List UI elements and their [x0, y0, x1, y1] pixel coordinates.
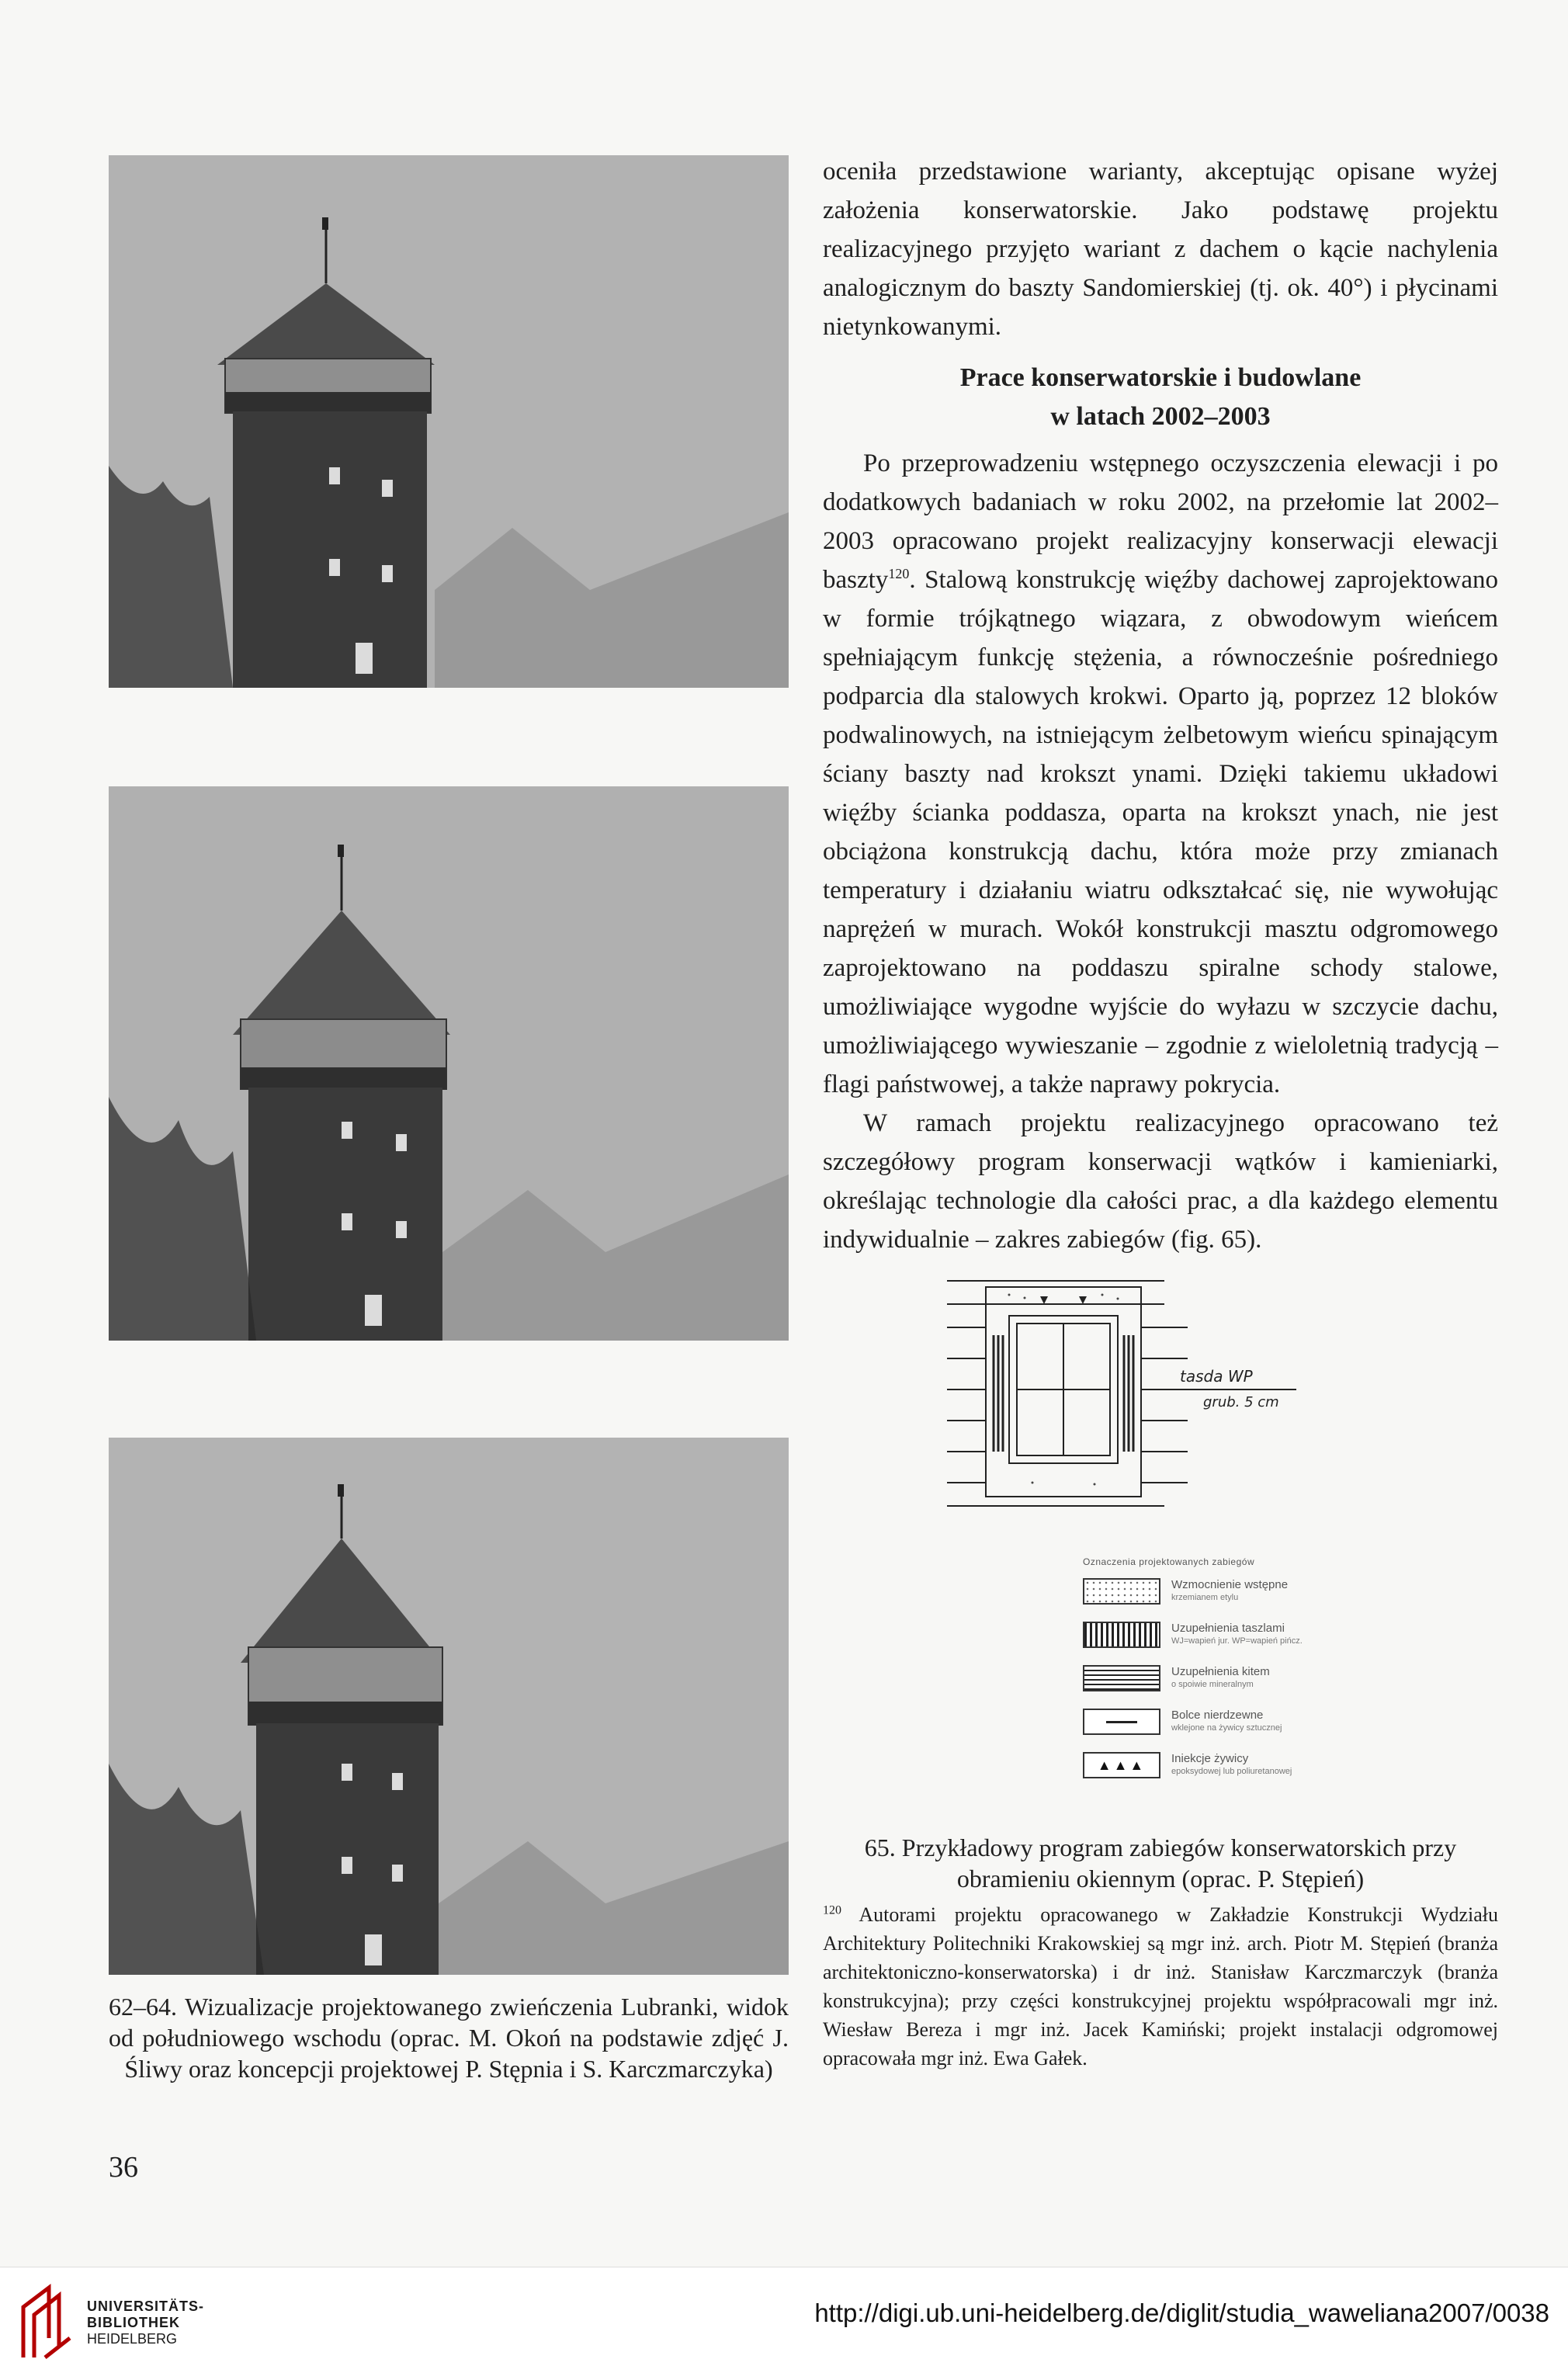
intro-paragraph — [823, 152, 1498, 346]
legend-sublabel: epoksydowej lub poliuretanowej — [1171, 1767, 1292, 1776]
legend-item — [1083, 1752, 1355, 1786]
library-name-line-1: UNIVERSITÄTS- — [87, 2298, 205, 2314]
footnote-text: Autorami projektu opracowanego w Zakładzie Konstrukcji Wydziału Architektury Politechniki Krakowskiej są mgr inż. arch. Piotr M. Stępień (branża architektoniczno-konserwatorska) i dr inż. Stanisław Karczmarczyk (branża konstrukcyjna); przy części konstrukcyjnej projektu współpracowali mgr inż. Wiesław Bereza i mgr inż. Jacek Kamiński; projekt instalacji odgromowej opracowała mgr inż. Ewa Gałek. — [823, 1903, 1498, 2069]
legend-title: Oznaczenia projektowanych zabiegów — [1083, 1556, 1255, 1567]
paragraph-1-part-a: Po przeprowadzeniu wstępnego oczyszczenia elewacji i po dodatkowych badaniach w roku 2002, na przełomie lat 2002–2003 opracowano projekt realizacyjny konserwacji elewacji baszty — [823, 449, 1498, 594]
paragraph-1-part-b: . Stalową konstrukcję więźby dachowej zaprojektowano w formie trójkątnego wiązara, z obwodowym wieńcem spełniającym funkcję stężenia, a równocześnie pośredniego podparcia dla stalowych krokwi. Oparto ją, poprzez 12 bloków podwalinowych, na istniejącym żelbetowym wieńcu spinającym ściany baszty nad krokszt ynami. Dzięki takiemu układowi więźby ścianka poddasza, oparta na krokszt ynach, nie jest obciążona konstrukcją dachu, która może przy zmianach temperatury i działaniu wiatru odkształcać się, nie wywołując naprężeń w murach. Wokół konstrukcji masztu odgromowego zaprojektowano na poddaszu spiralne schody stalowe, umożliwiające wygodne wyjście do wyłazu w szczycie dachu, umożliwiającego wywieszanie – zgodnie z wieloletnią tradycją – flagi państwowej, a także naprawy pokrycia. — [823, 566, 1498, 1098]
page-number: 36 — [109, 2151, 138, 2184]
heading-line-2: w latach 2002–2003 — [1050, 402, 1271, 431]
horizontal-lines-swatch-icon — [1083, 1665, 1160, 1691]
library-footer — [0, 2267, 1568, 2380]
section-heading — [823, 359, 1498, 436]
body-paragraphs — [823, 444, 1498, 1259]
window-frame-drawing — [931, 1273, 1335, 1514]
legend-item — [1083, 1578, 1355, 1612]
tower-photo-2 — [109, 786, 789, 1341]
legend-sublabel: wklejone na żywicy sztucznej — [1171, 1723, 1282, 1733]
legend-sublabel: o spoiwie mineralnym — [1171, 1680, 1254, 1689]
drawing-annotation-1: tasda WP — [1180, 1367, 1253, 1386]
drawing-annotation-2: grub. 5 cm — [1203, 1394, 1279, 1410]
footnote-mark: 120 — [823, 1903, 841, 1917]
library-name-line-3: HEIDELBERG — [87, 2331, 178, 2347]
legend-label: Bolce nierdzewne — [1171, 1709, 1264, 1722]
tower-photo-1 — [109, 155, 789, 688]
triangles-swatch-icon: ▲▲▲ — [1083, 1752, 1160, 1778]
legend-item — [1083, 1665, 1355, 1699]
library-name-line-2: BIBLIOTHEK — [87, 2315, 180, 2330]
library-logo-icon — [14, 2280, 78, 2365]
heading-line-1: Prace konserwatorskie i budowlane — [959, 363, 1362, 392]
figure-65-caption: 65. Przykładowy program zabiegów konserwatorskich przy obramieniu okiennym (oprac. P. Stępień) — [864, 1834, 1457, 1893]
legend-label: Uzupełnienia taszlami — [1171, 1622, 1285, 1635]
dots-swatch-icon — [1083, 1578, 1160, 1605]
legend-item — [1083, 1622, 1355, 1656]
legend-item — [1083, 1709, 1355, 1743]
legend-label: Uzupełnienia kitem — [1171, 1665, 1270, 1678]
footnote-120 — [823, 1900, 1498, 2073]
intro-text: oceniła przedstawione warianty, akceptując opisane wyżej założenia konserwatorskie. Jako podstawę projektu realizacyjnego przyjęto wariant z dachem o kącie nachylenia analogicznym do baszty Sandomierskiej (tj. ok. 40°) i płycinami nietynkowanymi. — [823, 158, 1498, 341]
tower-photo-3 — [109, 1438, 789, 1975]
paragraph-1 — [823, 444, 1498, 1104]
legend-label: Iniekcje żywicy — [1171, 1752, 1249, 1765]
vertical-lines-swatch-icon — [1083, 1622, 1160, 1648]
figure-62-64-caption: 62–64. Wizualizacje projektowanego zwieńczenia Lubranki, widok od południowego wschodu (oprac. M. Okoń na podstawie zdjęć J. Śliwy oraz koncepcji projektowej P. Stępnia i S. Karczmarczyka) — [109, 1993, 789, 2083]
drawing-legend — [1083, 1556, 1355, 1795]
source-url-link[interactable]: http://digi.ub.uni-heidelberg.de/diglit/studia_waweliana2007/0038 — [814, 2298, 1549, 2327]
legend-sublabel: WJ=wapień jur. WP=wapień pińcz. — [1171, 1636, 1303, 1646]
bolt-dash-swatch-icon — [1083, 1709, 1160, 1735]
legend-sublabel: krzemianem etylu — [1171, 1593, 1239, 1602]
footnote-ref-120: 120 — [888, 566, 910, 581]
library-name — [87, 2298, 204, 2347]
legend-label: Wzmocnienie wstępne — [1171, 1578, 1289, 1591]
paragraph-2: W ramach projektu realizacyjnego opracowano też szczegółowy program konserwacji wątków i kamieniarki, określając technologie dla całości prac, a dla każdego elementu indywidualnie – zakres zabiegów (fig. 65). — [823, 1109, 1498, 1254]
